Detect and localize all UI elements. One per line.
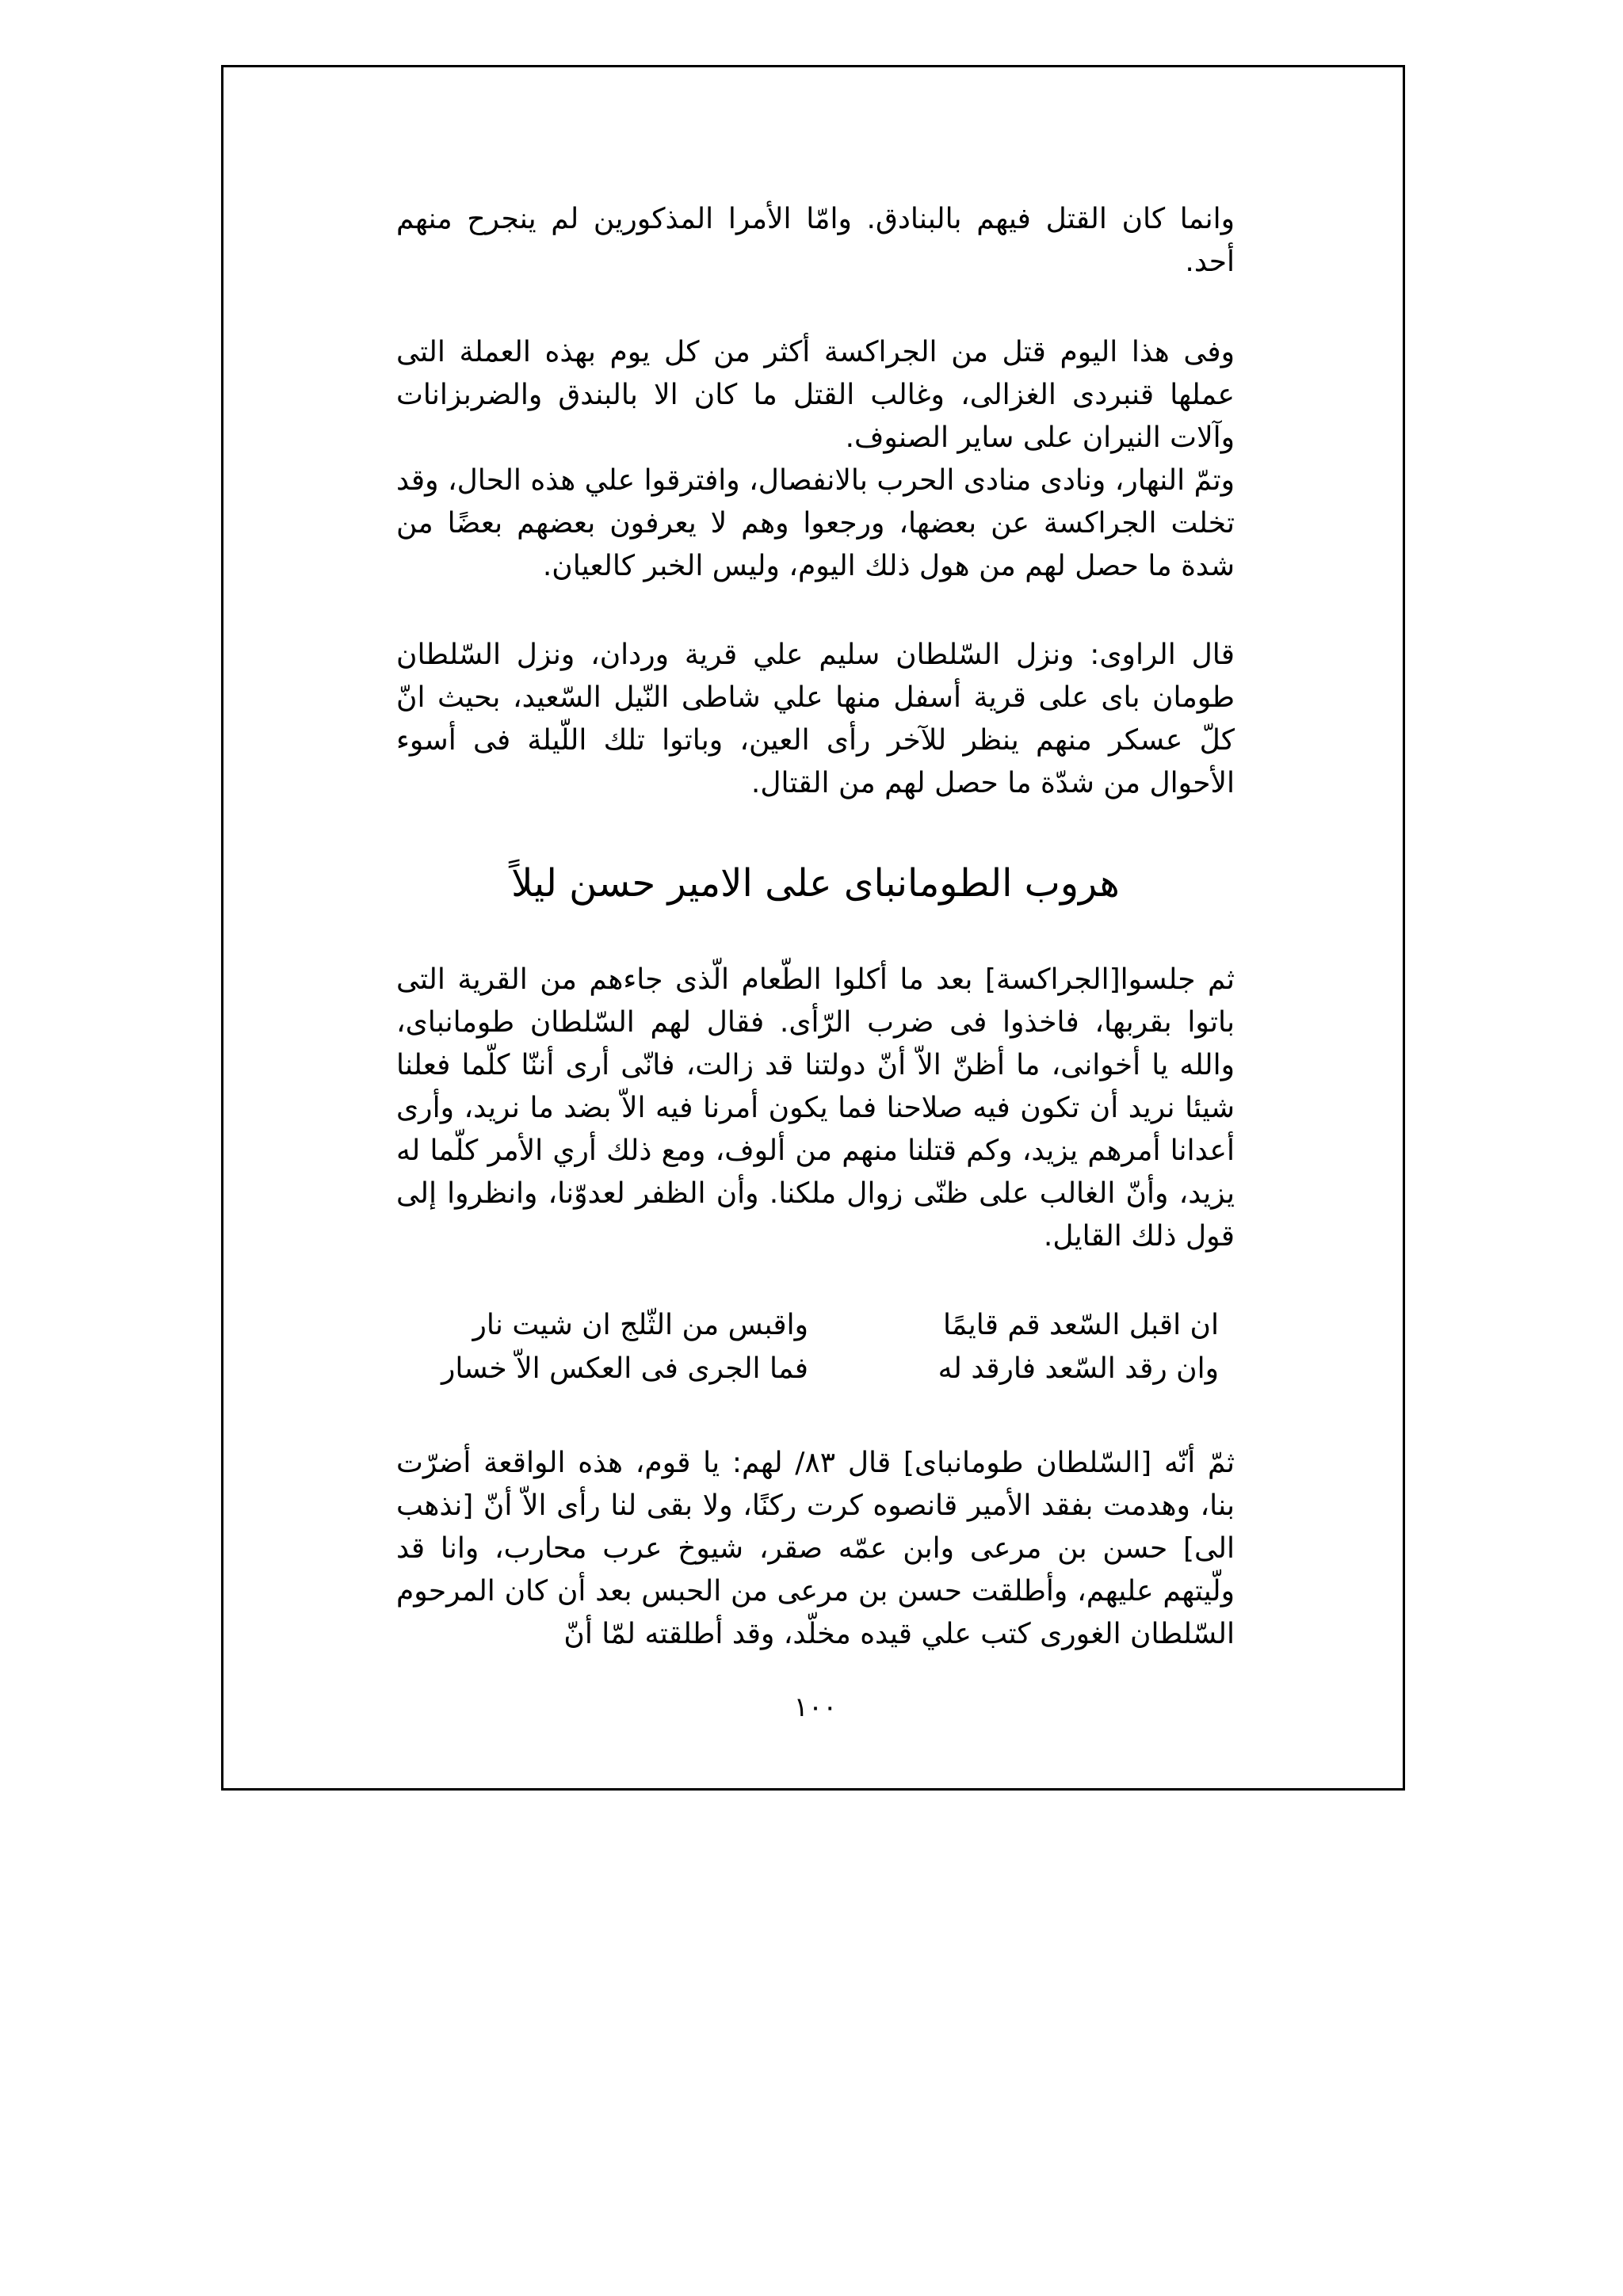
verse-hemistich: فما الجرى فى العكس الاّ خسار	[441, 1352, 808, 1385]
verse-line-1	[412, 1303, 1219, 1347]
paragraph-text: قال الراوى: ونزل السّلطان سليم علي قرية وردان، ونزل السّلطان طومان باى على قرية أسفل منها علي شاطى النّيل السّعيد، بحيث انّ كلّ عسكر منهم ينظر للآخر رأى العين، وباتوا تلك اللّيلة فى أسوء الأحوال من شدّة ما حصل لهم من القتال.	[396, 639, 1235, 799]
paragraph-text: وفى هذا اليوم قتل من الجراكسة أكثر من كل يوم بهذه العملة التى عملها قنبردى الغزالى، وغالب القتل ما كان الا بالبندق والضربزانات وآلات النيران على ساير الصنوف.	[396, 336, 1235, 454]
paragraph-3	[396, 634, 1235, 805]
paragraph-5	[396, 1442, 1235, 1656]
paragraph-1	[396, 198, 1235, 284]
page-number: ١٠٠	[793, 1691, 838, 1723]
paragraph-4	[396, 959, 1235, 1258]
paragraph-text: ثم جلسوا[الجراكسة] بعد ما أكلوا الطّعام الّذى جاءهم من القرية التى باتوا بقربها، فاخذوا فى ضرب الرّأى. فقال لهم السّلطان طومانباى، والله يا أخوانى، ما أظنّ الاّ أنّ دولتنا قد زالت، فانّى أرى أننّا كلّما فعلنا شيئا نريد أن تكون فيه صلاحنا فما يكون أمرنا فيه الاّ بضد ما نريد، وأرى أعدانا أمرهم يزيد، وكم قتلنا منهم من ألوف، ومع ذلك أري الأمر كلّما له يزيد، وأنّ الغالب على ظنّى زوال ملكنا. وأن الظفر لعدوّنا، وانظروا إلى قول ذلك القايل.	[396, 963, 1235, 1253]
paragraph-text: وانما كان القتل فيهم بالبنادق. وامّا الأمرا المذكورين لم ينجرح منهم أحد.	[396, 203, 1235, 278]
poem-verse	[412, 1303, 1219, 1390]
verse-hemistich: واقبس من الثّلج ان شيت نار	[472, 1309, 808, 1341]
verse-line-2	[412, 1347, 1219, 1390]
paragraph-text: وتمّ النهار، ونادى منادى الحرب بالانفصال، وافترقوا علي هذه الحال، وقد تخلت الجراكسة عن بعضها، ورجعوا وهم لا يعرفون بعضهم بعضًا من شدة ما حصل لهم من هول ذلك اليوم، وليس الخبر كالعيان.	[396, 464, 1235, 582]
paragraph-text: ثمّ أنّه [السّلطان طومانباى] قال ٨٣/ لهم: يا قوم، هذه الواقعة أضرّت بنا، وهدمت بفقد الأمير قانصوه كرت ركنًا، ولا بقى لنا رأى الاّ أنّ [نذهب الى] حسن بن مرعى وابن عمّه صقر، شيوخ عرب محارب، وانا قد ولّيتهم عليهم، وأطلقت حسن بن مرعى من الحبس بعد أن كان المرحوم السّلطان الغورى كتب علي قيده مخلّد، وقد أطلقته لمّا أنّ	[396, 1447, 1235, 1650]
verse-hemistich: وان رقد السّعد فارقد له	[938, 1352, 1219, 1385]
section-heading: هروب الطومانباى على الامير حسن ليلاً	[511, 861, 1120, 906]
paragraph-2	[396, 331, 1235, 588]
verse-hemistich: ان اقبل السّعد قم قايمًا	[942, 1309, 1219, 1341]
